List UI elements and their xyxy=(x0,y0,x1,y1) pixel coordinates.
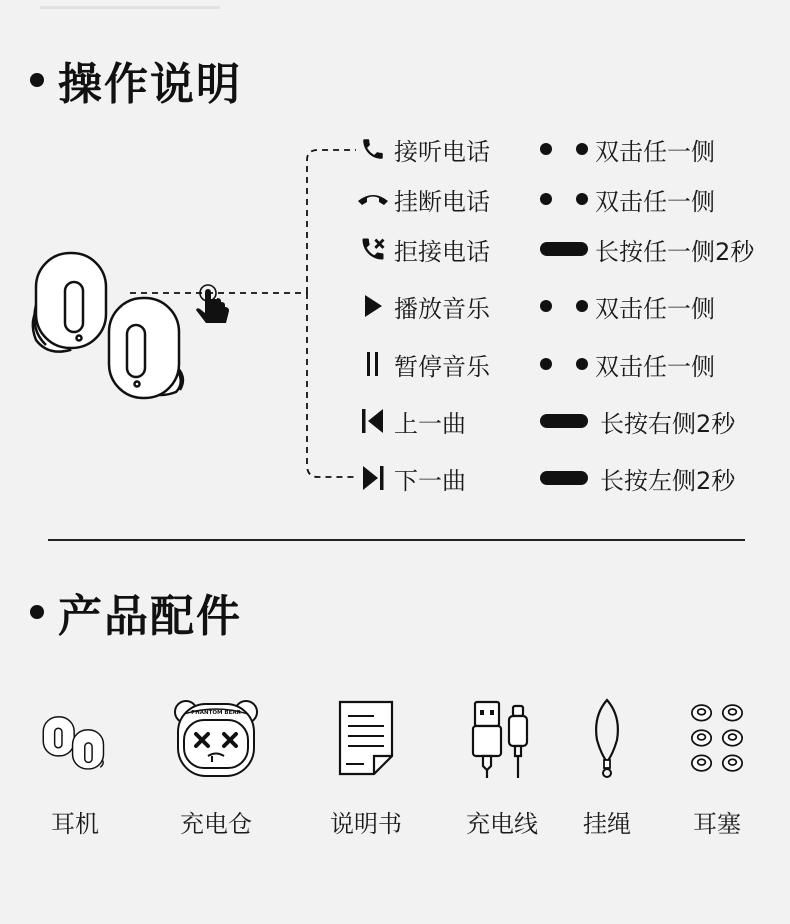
operation-label: 下一曲 xyxy=(394,466,466,495)
operation-row xyxy=(356,346,715,382)
right-earbud-icon xyxy=(109,298,183,398)
previous-track-icon xyxy=(356,406,390,436)
lanyard-icon xyxy=(578,690,636,786)
charging-cable-icon xyxy=(462,690,542,786)
earbuds-icon xyxy=(40,690,110,786)
accessory-charging-case xyxy=(172,690,260,839)
operation-description: 双击任一侧 xyxy=(595,294,715,323)
long-press-icon xyxy=(540,234,588,264)
accessory-label: 挂绳 xyxy=(583,810,631,838)
operation-label: 暂停音乐 xyxy=(394,352,490,381)
operation-row xyxy=(356,460,736,496)
operation-description: 双击任一侧 xyxy=(595,137,715,166)
ear-tips-icon xyxy=(688,690,746,786)
double-tap-icon xyxy=(540,134,588,164)
double-tap-icon xyxy=(540,349,588,379)
double-tap-icon xyxy=(540,291,588,321)
double-tap-icon xyxy=(540,184,588,214)
bullet-dot-icon xyxy=(30,605,44,619)
next-track-icon xyxy=(356,463,390,493)
accessories-section-title xyxy=(30,580,242,644)
phone-answer-icon xyxy=(356,134,390,164)
play-icon xyxy=(356,291,390,321)
accessory-label: 充电线 xyxy=(466,810,538,838)
operation-label: 播放音乐 xyxy=(394,294,490,323)
case-logo-text: PHANTOM BEAR xyxy=(191,710,241,716)
accessory-earbuds xyxy=(40,690,110,839)
long-press-icon xyxy=(540,406,588,436)
accessory-label: 说明书 xyxy=(330,810,402,838)
accessory-label: 充电仓 xyxy=(180,810,252,838)
operation-description: 长按右侧2秒 xyxy=(600,409,736,438)
accessory-manual xyxy=(326,690,406,839)
phone-hangup-icon xyxy=(356,184,390,214)
long-press-icon xyxy=(540,463,588,493)
operation-description: 双击任一侧 xyxy=(595,187,715,216)
operation-label: 拒接电话 xyxy=(394,237,490,266)
operation-description: 长按任一侧2秒 xyxy=(595,237,755,266)
accessories-title-text: 产品配件 xyxy=(58,591,242,642)
accessory-lanyard xyxy=(578,690,636,839)
operation-label: 上一曲 xyxy=(394,409,466,438)
operation-row xyxy=(356,403,736,439)
left-earbud-icon xyxy=(33,253,106,352)
accessory-charging-cable xyxy=(462,690,542,839)
manual-icon xyxy=(326,690,406,786)
operation-description: 双击任一侧 xyxy=(595,352,715,381)
tap-hand-icon xyxy=(196,285,229,323)
accessory-ear-tips xyxy=(688,690,746,839)
operation-label: 接听电话 xyxy=(394,137,490,166)
accessory-label: 耳塞 xyxy=(693,810,741,838)
pause-icon xyxy=(356,349,390,379)
section-divider xyxy=(48,539,745,541)
operation-description: 长按左侧2秒 xyxy=(600,466,736,495)
operations-title-text: 操作说明 xyxy=(58,59,242,110)
operation-row xyxy=(356,231,755,267)
phone-reject-icon xyxy=(356,234,390,264)
operation-label: 挂断电话 xyxy=(394,187,490,216)
charging-case-icon xyxy=(172,690,260,786)
operation-row xyxy=(356,131,715,167)
operation-row xyxy=(356,288,715,324)
accessory-label: 耳机 xyxy=(51,810,99,838)
operation-row xyxy=(356,181,715,217)
